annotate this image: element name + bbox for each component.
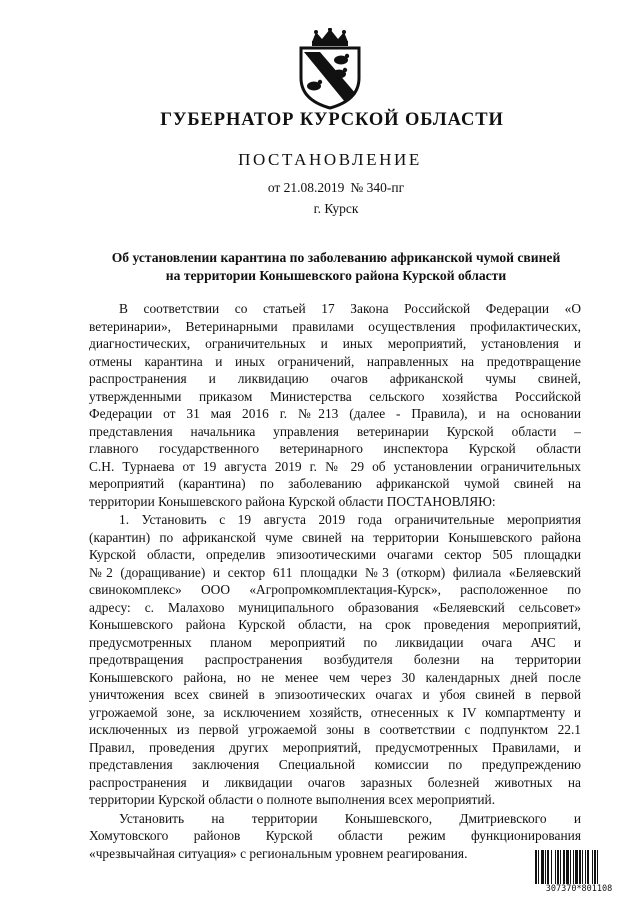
- text-line: мероприятий (карантина) по заболеванию африканской чумой свиней на: [89, 476, 581, 491]
- text-line: территории Курской области о полноте выполнения всех мероприятий.: [89, 792, 496, 807]
- text-line: Конышевского района Курской области, на срок проведения мероприятий,: [89, 617, 581, 632]
- coat-of-arms-icon: [295, 28, 365, 110]
- text-line: Конышевского района, но не менее чем через 30 календарных дней после: [89, 669, 581, 685]
- text-line: предотвращения распространения возбудителя болезни на территории: [89, 652, 581, 667]
- document-type: ПОСТАНОВЛЕНИЕ: [238, 150, 422, 169]
- text-line: главного государственного ветеринарного инспектора Курской области: [89, 441, 581, 456]
- barcode-bar: [538, 850, 539, 884]
- barcode-bar: [541, 850, 544, 884]
- text-line: исключенных из первой угрожаемой зоны в соответствии с подпунктом 22.1: [89, 722, 581, 737]
- barcode-bar: [587, 850, 589, 884]
- text-line: 1. Установить с 19 августа 2019 года ограничительные мероприятия: [119, 512, 581, 527]
- text-line: распространения и ликвидацию очагов африканской чумы свиней,: [89, 371, 581, 386]
- text-line: С.Н. Турнаева от 19 августа 2019 г. № 29 об установлении ограничительных: [89, 458, 581, 474]
- text-line: угрожаемой зоне, за исключением хозяйств, отнесенных к IV компартменту и: [89, 704, 581, 720]
- barcode-number: 307370*801108: [534, 884, 624, 894]
- barcode-bar: [592, 850, 593, 884]
- document-title: [86, 249, 586, 285]
- barcode-bar: [585, 850, 586, 884]
- text-line: уничтожения всех свиней в эпизоотических очагах и убоя свиней в первой: [89, 687, 581, 702]
- text-line: представления начальника управления ветеринарии Курской области –: [89, 423, 581, 439]
- text-line: Правил, проведения других мероприятий, предусмотренных Правилами, и: [89, 739, 581, 755]
- city: г. Курск: [313, 201, 359, 216]
- text-line: Курской области, определив эпизоотическими очагами сектор 505 площадки: [89, 547, 581, 562]
- barcode-bar: [557, 850, 559, 884]
- text-line: Федерации от 31 мая 2016 г. №213 (далее - Правила), и на основании: [89, 406, 581, 421]
- date-number-line: [16, 180, 640, 196]
- text-line: Хомутовского районов Курской области режим функционирования: [89, 828, 581, 843]
- document-body: [89, 300, 581, 862]
- paragraph: [89, 810, 581, 863]
- barcode-bar: [573, 850, 574, 884]
- text-line: ветеринарии», Ветеринарными правилами осуществления профилактических,: [89, 318, 581, 334]
- barcode-bar: [563, 850, 565, 884]
- barcode-bar: [566, 850, 569, 884]
- text-line: предусмотренных планом мероприятий по ликвидации очага АЧС и: [89, 634, 581, 650]
- text-line: «чрезвычайная ситуация» с региональным уровнем реагирования.: [89, 845, 468, 861]
- text-line: диагностических, ограничительных и иных мероприятий, установления и: [89, 336, 581, 351]
- document-date: от 21.08.2019: [267, 180, 345, 195]
- barcode-bar: [579, 850, 581, 884]
- paragraph: [89, 511, 581, 809]
- barcode-bar: [594, 850, 596, 884]
- barcode-bar: [582, 850, 583, 884]
- barcode-bar: [575, 850, 578, 884]
- text-line: территории Конышевского района Курской области ПОСТАНОВЛЯЮ:: [89, 493, 496, 509]
- barcode-bar: [597, 850, 598, 884]
- document-number: № 340-пг: [350, 180, 405, 195]
- title-line: на территории Конышевского района Курской области: [165, 268, 507, 283]
- barcode-bar: [570, 850, 571, 884]
- text-line: отмены карантина и иных ограничений, направленных на предотвращение: [89, 353, 581, 369]
- text-line: представления заключения Специальной комиссии по предупреждению: [89, 757, 581, 772]
- barcode-bar: [555, 850, 556, 884]
- barcode-bar: [535, 850, 537, 884]
- paragraph: [89, 300, 581, 510]
- text-line: Установить на территории Конышевского, Дмитриевского и: [119, 810, 581, 826]
- issuing-authority: ГУБЕРНАТОР КУРСКОЙ ОБЛАСТИ: [160, 110, 504, 130]
- barcode-bar: [547, 850, 549, 884]
- text-line: №2 (доращивание) и сектор 611 площадки №3 (откорм) филиала «Беляевский: [89, 564, 581, 580]
- barcode-bar: [551, 850, 552, 884]
- title-line: Об установлении карантина по заболеванию африканской чумой свиней: [111, 250, 561, 265]
- barcode-bar: [545, 850, 546, 884]
- text-line: В соответствии со статьей 17 Закона Российской Федерации «О: [119, 301, 581, 316]
- text-line: свинокомплекс» ООО «Агропромкомплектация-Курск», расположенное по: [89, 582, 581, 597]
- text-line: адресу: с. Малахово муниципального образования «Беляевский сельсовет»: [89, 599, 581, 615]
- text-line: распространения и ликвидации очагов заразных болезней животных на: [89, 774, 581, 790]
- text-line: утвержденными приказом Министерства сельского хозяйства Российской: [89, 388, 581, 404]
- text-line: (карантин) по африканской чуме свиней на территории Конышевского района: [89, 529, 581, 545]
- barcode-bar: [560, 850, 561, 884]
